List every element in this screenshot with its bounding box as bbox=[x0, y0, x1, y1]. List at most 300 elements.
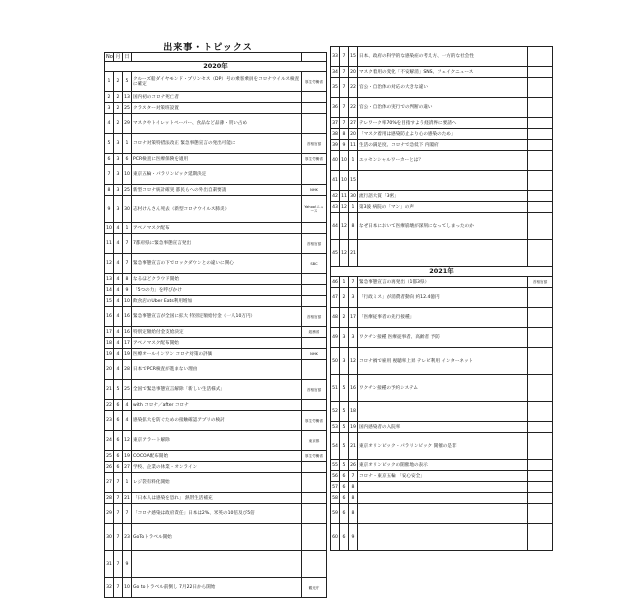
row-text: 特別定額給付金支給決定 bbox=[132, 327, 302, 338]
row-day: 17 bbox=[123, 338, 132, 349]
row-text: 「医療従事者の先行接種」 bbox=[358, 308, 528, 328]
row-text: Go toトラベル前倒し 7月22日から開始 bbox=[132, 578, 302, 598]
row-source bbox=[528, 288, 553, 308]
row-month: 3 bbox=[114, 196, 123, 223]
table-row bbox=[331, 402, 553, 422]
row-month: 3 bbox=[114, 154, 123, 165]
row-source bbox=[302, 462, 327, 473]
row-day: 10 bbox=[123, 296, 132, 307]
row-month: 3 bbox=[114, 134, 123, 154]
row-source: 首相官邸 bbox=[302, 234, 327, 254]
row-day: 26 bbox=[349, 460, 358, 471]
row-text: なるほどクラウド開始 bbox=[132, 274, 302, 285]
row-day: 12 bbox=[123, 431, 132, 451]
row-text: なぜ日本において医療崩壊が深刻になってしまったのか bbox=[358, 213, 528, 240]
table-row bbox=[331, 67, 553, 78]
document-title: 出来事・トピックス bbox=[163, 43, 253, 53]
table-row bbox=[105, 338, 327, 349]
row-source bbox=[302, 92, 327, 103]
row-day: 7 bbox=[349, 277, 358, 288]
row-day: 8 bbox=[349, 493, 358, 504]
row-source bbox=[528, 308, 553, 328]
row-day: 9 bbox=[349, 524, 358, 551]
row-no: 22 bbox=[105, 400, 114, 411]
row-text: コロナ対策特措法改正 緊急事態宣言の発出可能に bbox=[132, 134, 302, 154]
table-row bbox=[331, 422, 553, 433]
row-day: 8 bbox=[349, 482, 358, 493]
row-text: ワクチン接種の予約システム bbox=[358, 375, 528, 402]
row-day: 1 bbox=[123, 134, 132, 154]
row-no: 18 bbox=[105, 338, 114, 349]
row-no: 43 bbox=[331, 202, 340, 213]
row-no: 42 bbox=[331, 191, 340, 202]
row-source bbox=[528, 213, 553, 240]
row-month: 6 bbox=[114, 451, 123, 462]
row-no: 46 bbox=[331, 277, 340, 288]
row-text: 学校、企業の休業・オンライン bbox=[132, 462, 302, 473]
row-no: 29 bbox=[105, 504, 114, 524]
row-no: 8 bbox=[105, 185, 114, 196]
row-day: 1 bbox=[123, 223, 132, 234]
row-month: 5 bbox=[340, 375, 349, 402]
row-text: 飲食店のUber Eats利用増加 bbox=[132, 296, 302, 307]
row-source bbox=[302, 360, 327, 380]
row-day: 4 bbox=[123, 411, 132, 431]
table-header bbox=[105, 53, 327, 62]
row-text: 国内感染者の入院率 bbox=[358, 422, 528, 433]
header-month: 月 bbox=[115, 53, 121, 60]
document-page bbox=[100, 18, 548, 590]
left-event-table bbox=[104, 52, 327, 598]
table-row bbox=[105, 524, 327, 551]
row-source bbox=[528, 375, 553, 402]
table-row bbox=[331, 151, 553, 171]
row-month: 4 bbox=[114, 296, 123, 307]
row-no: 58 bbox=[331, 493, 340, 504]
row-no: 47 bbox=[331, 288, 340, 308]
table-row bbox=[331, 524, 553, 551]
row-day: 15 bbox=[349, 47, 358, 67]
row-text bbox=[358, 402, 528, 422]
table-row bbox=[105, 92, 327, 103]
row-text: マスクやトイレットペーパー、食品など品薄・買い占め bbox=[132, 114, 302, 134]
row-day: 16 bbox=[123, 307, 132, 327]
table-row bbox=[331, 191, 553, 202]
row-month: 4 bbox=[114, 234, 123, 254]
row-month: 4 bbox=[114, 327, 123, 338]
header-blank bbox=[132, 53, 302, 62]
table-row bbox=[331, 308, 553, 328]
row-month: 4 bbox=[114, 360, 123, 380]
row-text: 国内初のコロナ死亡者 bbox=[132, 92, 302, 103]
row-day: 10 bbox=[123, 578, 132, 598]
row-month: 4 bbox=[114, 307, 123, 327]
row-day: 8 bbox=[123, 274, 132, 285]
table-row bbox=[105, 72, 327, 92]
row-day: 12 bbox=[349, 348, 358, 375]
row-day: 1 bbox=[123, 473, 132, 493]
row-source: Yahoo!ニュース bbox=[302, 196, 327, 223]
header-no: No bbox=[106, 53, 113, 60]
row-month: 2 bbox=[114, 114, 123, 134]
right-event-table bbox=[330, 46, 553, 551]
row-day: 11 bbox=[349, 140, 358, 151]
row-text: コロナ・東京五輪 「安心安全」 bbox=[358, 471, 528, 482]
row-text: アベノマスク配布開始 bbox=[132, 338, 302, 349]
row-day: 21 bbox=[349, 240, 358, 267]
row-text: 全国で緊急事態宣言解除「新しい生活様式」 bbox=[132, 380, 302, 400]
row-text: クラスター対策班設置 bbox=[132, 103, 302, 114]
row-day: 16 bbox=[349, 375, 358, 402]
row-source bbox=[302, 524, 327, 551]
table-row bbox=[331, 47, 553, 67]
row-source: 東京都 bbox=[302, 431, 327, 451]
row-day: 22 bbox=[349, 98, 358, 118]
row-month: 5 bbox=[340, 402, 349, 422]
row-day: 19 bbox=[123, 451, 132, 462]
row-text: 官公・自治体の実行での判断の違い bbox=[358, 98, 528, 118]
row-no: 57 bbox=[331, 482, 340, 493]
row-day: 7 bbox=[123, 254, 132, 274]
row-source bbox=[528, 47, 553, 67]
row-month: 7 bbox=[114, 473, 123, 493]
row-text: PCR検査に医療保険を適用 bbox=[132, 154, 302, 165]
row-month: 7 bbox=[340, 78, 349, 98]
row-month: 11 bbox=[340, 191, 349, 202]
row-day: 19 bbox=[349, 422, 358, 433]
row-no: 9 bbox=[105, 196, 114, 223]
row-no: 12 bbox=[105, 254, 114, 274]
row-source bbox=[302, 223, 327, 234]
row-day: 25 bbox=[123, 103, 132, 114]
table-row bbox=[331, 504, 553, 524]
row-month: 8 bbox=[340, 129, 349, 140]
row-no: 45 bbox=[331, 240, 340, 267]
row-no: 32 bbox=[105, 578, 114, 598]
row-no: 21 bbox=[105, 380, 114, 400]
row-month: 6 bbox=[114, 462, 123, 473]
row-no: 37 bbox=[331, 118, 340, 129]
table-row bbox=[105, 578, 327, 598]
row-source bbox=[528, 422, 553, 433]
row-source bbox=[302, 338, 327, 349]
row-source bbox=[302, 296, 327, 307]
row-no: 52 bbox=[331, 402, 340, 422]
row-text: with コロナ／after コロナ bbox=[132, 400, 302, 411]
row-month: 1 bbox=[340, 277, 349, 288]
table-row bbox=[105, 103, 327, 114]
row-month: 4 bbox=[114, 274, 123, 285]
row-no: 25 bbox=[105, 451, 114, 462]
row-month: 12 bbox=[340, 240, 349, 267]
row-month: 6 bbox=[340, 504, 349, 524]
row-month: 6 bbox=[340, 471, 349, 482]
row-no: 14 bbox=[105, 285, 114, 296]
row-source: 総務省 bbox=[302, 327, 327, 338]
row-month: 10 bbox=[340, 171, 349, 191]
row-no: 44 bbox=[331, 213, 340, 240]
table-row bbox=[105, 360, 327, 380]
row-source bbox=[302, 165, 327, 185]
row-source bbox=[528, 240, 553, 267]
row-source: 観光庁 bbox=[302, 578, 327, 598]
row-month: 3 bbox=[114, 165, 123, 185]
row-text: 7都府県に緊急事態宣言発出 bbox=[132, 234, 302, 254]
table-row bbox=[331, 171, 553, 191]
row-day: 10 bbox=[123, 165, 132, 185]
row-source: 厚生労働省 bbox=[302, 451, 327, 462]
row-day: 22 bbox=[349, 78, 358, 98]
row-source bbox=[528, 129, 553, 140]
row-text: 日本、政府の科学的な感染症の考え方、一方的な社会性 bbox=[358, 47, 528, 67]
row-text: テレワーク率70%を目指すよう経済界に要請へ bbox=[358, 118, 528, 129]
row-no: 28 bbox=[105, 493, 114, 504]
table-row bbox=[331, 202, 553, 213]
row-no: 36 bbox=[331, 98, 340, 118]
row-no: 40 bbox=[331, 151, 340, 171]
row-text: 緊急事態宣言が全国に拡大 特別定額給付金（一人10万円） bbox=[132, 307, 302, 327]
table-row bbox=[105, 274, 327, 285]
row-text: 東京五輪・パラリンピック延期決定 bbox=[132, 165, 302, 185]
row-no: 1 bbox=[105, 72, 114, 92]
row-no: 55 bbox=[331, 460, 340, 471]
row-month: 6 bbox=[114, 400, 123, 411]
row-day: 4 bbox=[123, 400, 132, 411]
row-text: COCOA配布開始 bbox=[132, 451, 302, 462]
row-text: マスク着用の変化「不安解消」SNS、フェイクニュース bbox=[358, 67, 528, 78]
row-text: 感染拡大を防ぐための接触確認アプリの検討 bbox=[132, 411, 302, 431]
row-text bbox=[358, 240, 528, 267]
row-source bbox=[528, 460, 553, 471]
row-day: 29 bbox=[123, 114, 132, 134]
row-source bbox=[302, 114, 327, 134]
table-row bbox=[331, 375, 553, 402]
row-no: 35 bbox=[331, 78, 340, 98]
row-no: 34 bbox=[331, 67, 340, 78]
row-source bbox=[528, 482, 553, 493]
row-text: 東京オリンピックの開催地の表示 bbox=[358, 460, 528, 471]
row-source bbox=[528, 78, 553, 98]
row-month: 10 bbox=[340, 151, 349, 171]
row-source bbox=[528, 402, 553, 422]
row-text: クルーズ船ダイヤモンド・プリンセス（DP）号の乗客乗員をコロナウイルス検査に確定 bbox=[132, 72, 302, 92]
year-row-2020 bbox=[105, 62, 327, 72]
row-text: 日本でPCR検査が進まない理由 bbox=[132, 360, 302, 380]
row-no: 15 bbox=[105, 296, 114, 307]
table-row bbox=[105, 154, 327, 165]
header-blank bbox=[302, 53, 327, 62]
row-source bbox=[528, 348, 553, 375]
row-no: 33 bbox=[331, 47, 340, 67]
row-text: GoToトラベル開始 bbox=[132, 524, 302, 551]
row-no: 17 bbox=[105, 327, 114, 338]
row-no: 7 bbox=[105, 165, 114, 185]
row-month: 7 bbox=[114, 524, 123, 551]
row-text: アベノマスク配布 bbox=[132, 223, 302, 234]
row-source: NHK bbox=[302, 349, 327, 360]
row-month: 6 bbox=[340, 482, 349, 493]
row-source bbox=[528, 98, 553, 118]
row-text bbox=[358, 504, 528, 524]
row-source bbox=[302, 551, 327, 578]
table-row bbox=[105, 165, 327, 185]
table-row bbox=[331, 140, 553, 151]
row-month: 4 bbox=[114, 254, 123, 274]
row-no: 59 bbox=[331, 504, 340, 524]
table-row bbox=[331, 213, 553, 240]
row-day: 25 bbox=[123, 185, 132, 196]
row-source: 首相官邸 bbox=[302, 380, 327, 400]
row-text: 志村けんさん死去（新型コロナウイルス肺炎） bbox=[132, 196, 302, 223]
row-text bbox=[358, 171, 528, 191]
row-text bbox=[358, 482, 528, 493]
row-no: 53 bbox=[331, 422, 340, 433]
table-row bbox=[105, 462, 327, 473]
year-row-2021 bbox=[331, 267, 553, 277]
row-source bbox=[528, 504, 553, 524]
row-no: 48 bbox=[331, 308, 340, 328]
table-row bbox=[105, 411, 327, 431]
row-month: 6 bbox=[340, 493, 349, 504]
table-row bbox=[105, 431, 327, 451]
table-row bbox=[331, 288, 553, 308]
table-row bbox=[331, 78, 553, 98]
row-day: 16 bbox=[123, 327, 132, 338]
row-day: 30 bbox=[123, 196, 132, 223]
row-day: 1 bbox=[349, 151, 358, 171]
row-month: 5 bbox=[340, 433, 349, 460]
row-no: 49 bbox=[331, 328, 340, 348]
table-row bbox=[331, 240, 553, 267]
table-row bbox=[331, 118, 553, 129]
row-source: 首相官邸 bbox=[528, 277, 553, 288]
row-text: 医療オールインワン コロナ対策の評価 bbox=[132, 349, 302, 360]
table-row bbox=[105, 551, 327, 578]
table-row bbox=[105, 296, 327, 307]
table-row bbox=[105, 223, 327, 234]
row-day: 28 bbox=[123, 360, 132, 380]
row-source: 首相官邸 bbox=[302, 307, 327, 327]
row-text: 「5つの力」を呼びかけ bbox=[132, 285, 302, 296]
row-text: 「マスク着用は感染防止より心の感染のため」 bbox=[358, 129, 528, 140]
row-no: 13 bbox=[105, 274, 114, 285]
row-source: 厚生労働省 bbox=[302, 72, 327, 92]
row-day: 20 bbox=[349, 129, 358, 140]
table-row bbox=[331, 328, 553, 348]
row-no: 41 bbox=[331, 171, 340, 191]
table-row bbox=[105, 196, 327, 223]
row-source bbox=[302, 103, 327, 114]
table-row bbox=[105, 451, 327, 462]
row-month: 6 bbox=[114, 431, 123, 451]
row-source bbox=[528, 171, 553, 191]
row-month: 7 bbox=[114, 493, 123, 504]
row-day: 3 bbox=[349, 328, 358, 348]
row-day: 8 bbox=[349, 213, 358, 240]
row-no: 10 bbox=[105, 223, 114, 234]
row-day: 19 bbox=[123, 349, 132, 360]
row-no: 56 bbox=[331, 471, 340, 482]
row-source bbox=[528, 191, 553, 202]
row-month: 7 bbox=[340, 47, 349, 67]
row-source bbox=[302, 274, 327, 285]
header-day: 日 bbox=[124, 53, 130, 60]
row-day: 7 bbox=[123, 504, 132, 524]
row-no: 6 bbox=[105, 154, 114, 165]
row-text: レジ袋有料化開始 bbox=[132, 473, 302, 493]
table-row bbox=[105, 327, 327, 338]
row-text bbox=[358, 524, 528, 551]
row-text: 「行政ミス」が消費者動向 約12.4億円 bbox=[358, 288, 528, 308]
table-row bbox=[105, 473, 327, 493]
table-row bbox=[331, 433, 553, 460]
table-row bbox=[331, 482, 553, 493]
row-month: 7 bbox=[114, 551, 123, 578]
table-row bbox=[331, 277, 553, 288]
row-text: 東京オリンピック・パラリンピック 開催の是非 bbox=[358, 433, 528, 460]
row-day: 5 bbox=[123, 72, 132, 92]
table-row bbox=[105, 114, 327, 134]
row-no: 23 bbox=[105, 411, 114, 431]
row-source bbox=[302, 493, 327, 504]
table-row bbox=[105, 254, 327, 274]
table-row bbox=[331, 493, 553, 504]
row-text: 新型コロナ統計確実 都民らへの外出自粛要請 bbox=[132, 185, 302, 196]
row-day: 23 bbox=[123, 524, 132, 551]
row-month: 12 bbox=[340, 213, 349, 240]
row-no: 2 bbox=[105, 92, 114, 103]
row-no: 30 bbox=[105, 524, 114, 551]
row-month: 5 bbox=[340, 460, 349, 471]
table-row bbox=[105, 234, 327, 254]
row-source bbox=[528, 433, 553, 460]
row-no: 39 bbox=[331, 140, 340, 151]
row-text: 「コロナ感染は政府責任」日本は2%、米英の10倍及び5倍 bbox=[132, 504, 302, 524]
table-row bbox=[105, 307, 327, 327]
row-month: 2 bbox=[114, 103, 123, 114]
row-text: エッセンシャルワーカーとは？ bbox=[358, 151, 528, 171]
year-2021-label: 2021年 bbox=[331, 267, 553, 277]
row-source bbox=[528, 493, 553, 504]
table-row bbox=[105, 285, 327, 296]
table-row bbox=[331, 460, 553, 471]
row-no: 38 bbox=[331, 129, 340, 140]
row-no: 27 bbox=[105, 473, 114, 493]
row-month: 7 bbox=[340, 67, 349, 78]
table-row bbox=[105, 185, 327, 196]
row-month: 4 bbox=[114, 338, 123, 349]
row-day: 9 bbox=[123, 551, 132, 578]
row-no: 3 bbox=[105, 103, 114, 114]
row-day: 30 bbox=[349, 191, 358, 202]
row-month: 2 bbox=[340, 308, 349, 328]
row-month: 4 bbox=[114, 349, 123, 360]
row-month: 9 bbox=[340, 140, 349, 151]
row-no: 19 bbox=[105, 349, 114, 360]
row-text bbox=[358, 493, 528, 504]
row-month: 7 bbox=[114, 578, 123, 598]
row-text: 東京アラート解除 bbox=[132, 431, 302, 451]
row-month: 2 bbox=[340, 288, 349, 308]
row-source: 首相官邸 bbox=[302, 134, 327, 154]
row-day: 6 bbox=[123, 154, 132, 165]
row-month: 3 bbox=[340, 328, 349, 348]
row-text: 生活の満足度、コロナで急低下 内閣府 bbox=[358, 140, 528, 151]
row-no: 5 bbox=[105, 134, 114, 154]
table-row bbox=[105, 400, 327, 411]
row-day: 18 bbox=[349, 402, 358, 422]
table-row bbox=[331, 98, 553, 118]
